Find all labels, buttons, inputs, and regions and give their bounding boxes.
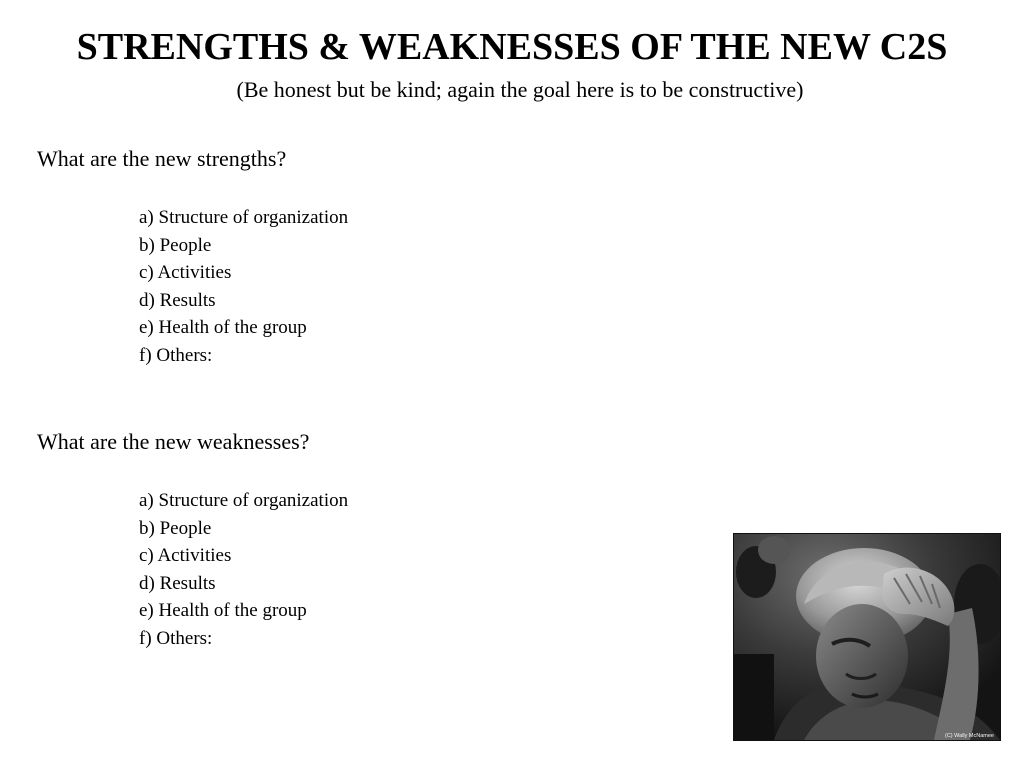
photo-credit: (C) Wally McNamee (945, 733, 994, 739)
list-item: e) Health of the group (139, 317, 307, 338)
strengths-list (139, 204, 348, 369)
photo-illustration (734, 534, 1000, 740)
list-item: a) Structure of organization (139, 207, 349, 228)
list-item: c) Activities (139, 545, 232, 566)
list-item: c) Activities (139, 262, 232, 283)
list-item: f) Others: (139, 344, 213, 366)
list-item: a) Structure of organization (139, 490, 349, 511)
list-item: d) Results (139, 289, 216, 311)
strengths-question: What are the new strengths? (37, 146, 287, 171)
weaknesses-list (139, 487, 348, 652)
distressed-person-photo (733, 533, 1001, 741)
list-item: d) Results (139, 572, 216, 594)
list-item: e) Health of the group (139, 600, 307, 621)
weaknesses-question: What are the new weaknesses? (37, 429, 310, 454)
page-title: STRENGTHS & WEAKNESSES OF THE NEW C2S (76, 26, 948, 68)
list-item: b) People (139, 517, 212, 539)
list-item: f) Others: (139, 627, 213, 649)
page-subtitle: (Be honest but be kind; again the goal here is to be constructive) (236, 77, 804, 102)
list-item: b) People (139, 234, 212, 256)
